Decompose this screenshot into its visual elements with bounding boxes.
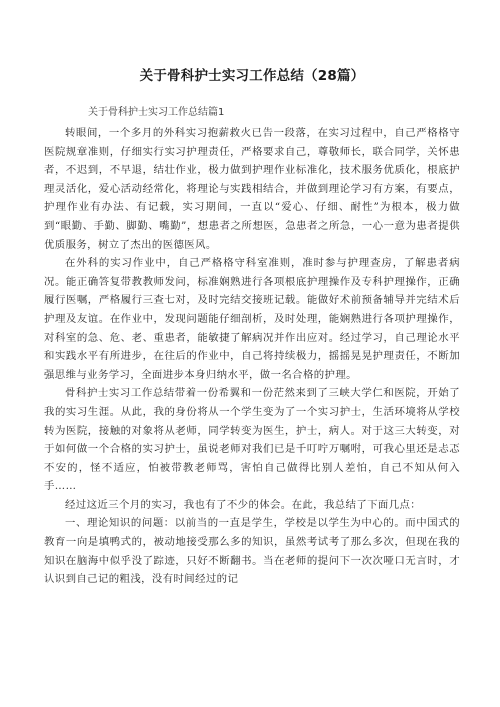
- section-heading: 关于骨科护士实习工作总结篇1: [88, 107, 225, 118]
- paragraph: 一、理论知识的问题：以前当的一直是学生，学校是以学生为中心的。而中国式的教育一向是填鸭式的，被动地接受那么多的知识，虽然考试考了那么多次，但现在我的知识在脑海中似乎没了踪迹，只好不断翻书。当在老师的提问下一次次哑口无言时，才认识到自己记的粗浅，没有时间经过的记: [44, 517, 460, 586]
- document-title: 关于骨科护士实习工作总结（28篇）: [139, 68, 365, 84]
- paragraph: 经过这近三个月的实习，我也有了不少的体会。在此，我总结了下面几点：: [65, 498, 422, 511]
- paragraph: 骨科护士实习工作总结带着一份希翼和一份茫然来到了三峡大学仁和医院，开始了我的实习生涯。从此，我的身份将从一个学生变为了一个实习护士，生活环境将从学校转为医院，接触的对象将从老师，同学转变为医生，护士，病人。对于这三大转变，对于如何做一个合格的实习护士，虽说老师对我们已是千叮咛万嘱咐，可我心里还是忐忑不安的，怪不适应，怕被带教老师骂，害怕自己做得比别人差怕，自己不知从何入手……: [44, 387, 460, 493]
- paragraph: 在外科的实习作业中，自己严格格守科室准则，准时参与护理查房，了解患者病况。能正确答复带教教师发问，标准娴熟进行各项根底护理操作及专科护理操作，正确履行医嘱，严格履行三查七对，及时完结交接班记载。能做好术前预备辅导并完结术后护理及友谊。在作业中，发现问题能仔细剖析，及时处理，能娴熟进行各项护理操作，对科室的急、危、老、重患者，能敏捷了解病况并作出应对。经过学习，自己理论水平和实践水平有所进步，在往后的作业中，自己将持续极力，摇摇晃晃护理责任，不断加强思维与业务学习，全面进步本身归纳水平，做一名合格的护理。: [44, 257, 460, 381]
- paragraph: 转眼间，一个多月的外科实习抱薪救火已告一段落，在实习过程中，自己严格格守医院规章准则，仔细实行实习护理责任，严格要求自己，尊敬师长，联合同学，关怀患者，不迟到，不早退，结壮作业，极力做到护理作业标准化，技术服务优质化，根底护理灵活化，爱心活动经常化，将理论与实践相结合，并做到理论学习有方案，有要点，护理作业有办法、有记载，实习期间，一直以“爱心、仔细、耐性”为根本，极力做到“眼勤、手勤、脚勤、嘴勤”，想患者之所想医，急患者之所急，一心一意为患者提供优质服务，树立了杰出的医德医风。: [44, 127, 460, 251]
